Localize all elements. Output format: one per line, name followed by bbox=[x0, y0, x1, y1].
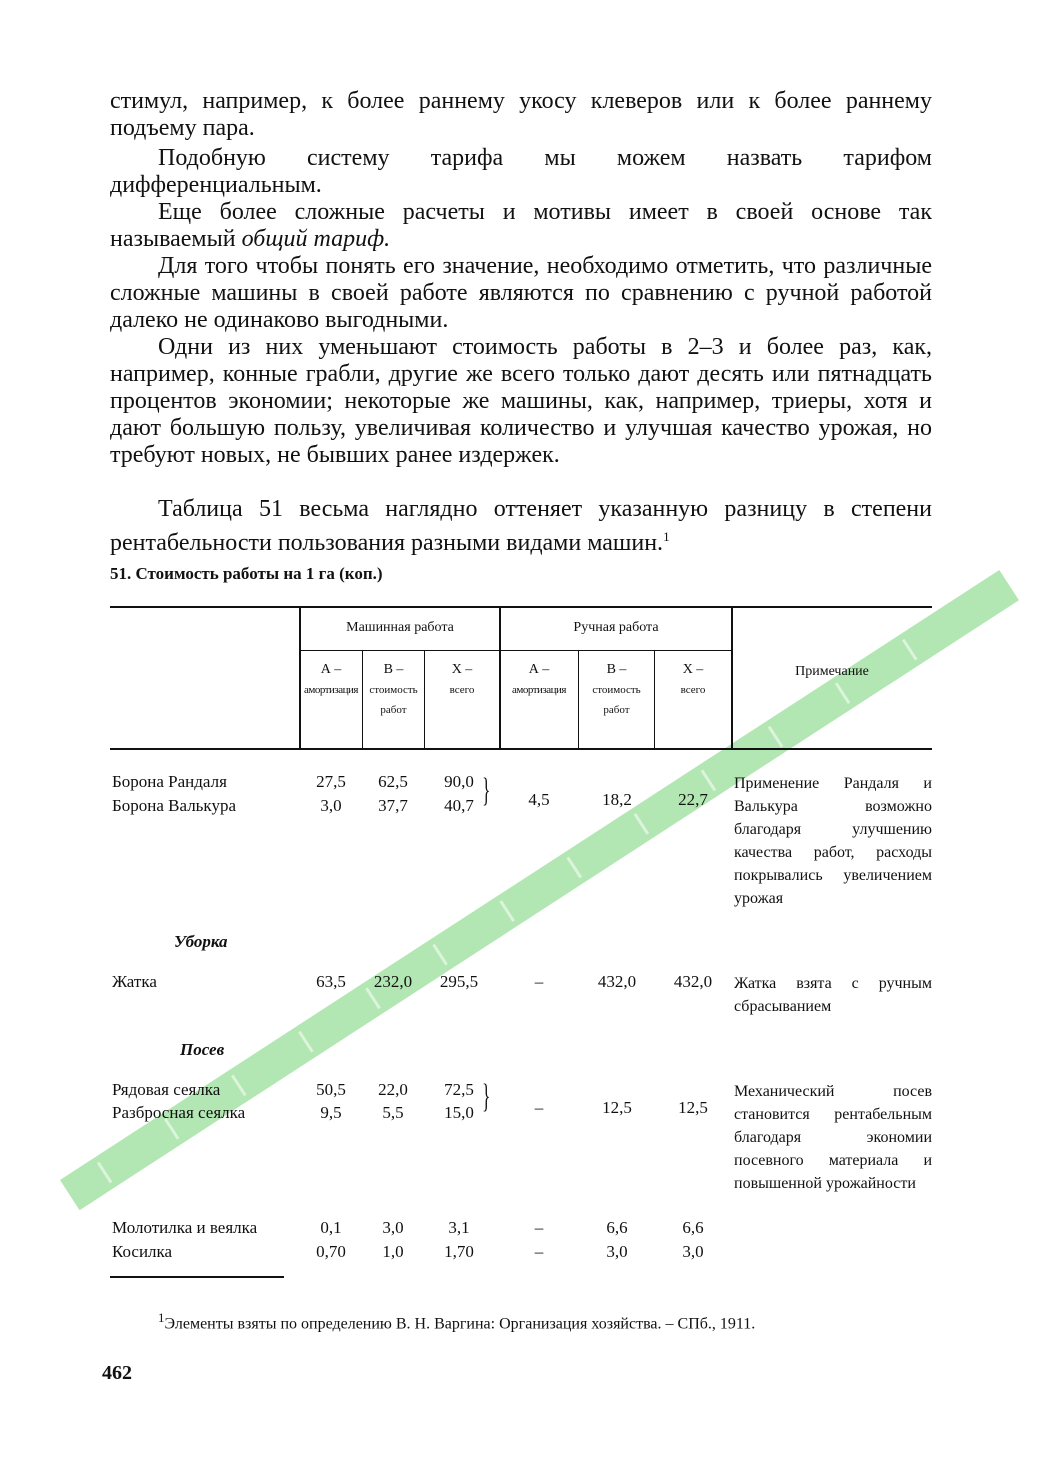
cell-manual-b: 3,0 bbox=[606, 1242, 628, 1261]
col-header-line: А – bbox=[528, 662, 550, 677]
col-header-b bbox=[579, 660, 654, 720]
cell-machine-b: 5,5 bbox=[382, 1103, 404, 1122]
cell-machine-a: 0,1 bbox=[320, 1218, 342, 1237]
cell-machine-a: 63,5 bbox=[316, 972, 346, 991]
group-header-manual: Ручная работа bbox=[573, 620, 659, 635]
row-name: Разбросная сеялка bbox=[112, 1103, 246, 1122]
col-header-line: амортизация bbox=[304, 684, 358, 696]
cell-machine-a: 9,5 bbox=[320, 1103, 342, 1122]
cell-manual-b: 6,6 bbox=[606, 1218, 628, 1237]
col-header-line: работ bbox=[380, 704, 407, 716]
paragraph: стимул, например, к более раннему укосу клеверов или к более раннему подъему пара. bbox=[110, 88, 932, 141]
paragraph: Одни из них уменьшают стоимость работы в 2–3 и более раз, как, например, конные грабли, другие же всего только дают десять или пятнадцать процентов экономии; некоторые же машины, как, например, триеры, хотя и дают большую пользу, увеличивая количество и улучшая качество урожая, но требуют новых, не бывших ранее издержек. bbox=[110, 334, 932, 468]
footnote-rule bbox=[110, 1276, 284, 1278]
row-name: Борона Валькура bbox=[112, 796, 236, 815]
cell-manual-x: 22,7 bbox=[678, 790, 708, 809]
cell-machine-b: 62,5 bbox=[378, 772, 408, 791]
row-note: Жатка взята с ручным сбрасыванием bbox=[734, 975, 932, 1015]
col-header-line: Х – bbox=[451, 662, 473, 677]
header-sub-rule bbox=[300, 650, 732, 651]
row-name: Рядовая сеялка bbox=[112, 1080, 221, 1099]
cell-machine-x: 15,0 bbox=[444, 1103, 474, 1122]
row-note: Механический посев становится рентабельным благодаря экономии посевного материала и повышенной урожайности bbox=[734, 1083, 932, 1192]
col-header-line: А – bbox=[320, 662, 342, 677]
footnote-mark: 1 bbox=[158, 1310, 165, 1325]
cell-manual-a: – bbox=[534, 972, 544, 991]
cell-manual-x: 12,5 bbox=[678, 1098, 708, 1117]
col-header-line: всего bbox=[449, 684, 475, 696]
cell-machine-x: 40,7 bbox=[444, 796, 474, 815]
cell-machine-x: 295,5 bbox=[439, 972, 479, 991]
page-number: 462 bbox=[102, 1362, 132, 1384]
cell-manual-x: 6,6 bbox=[682, 1218, 704, 1237]
col-header-line: Х – bbox=[682, 662, 704, 677]
paragraph bbox=[110, 496, 932, 557]
brace-icon: } bbox=[482, 1078, 491, 1115]
cell-machine-b: 37,7 bbox=[378, 796, 408, 815]
cell-machine-x: 72,5 bbox=[444, 1080, 474, 1099]
col-header-line: В – bbox=[606, 662, 627, 677]
table-top-rule bbox=[110, 606, 932, 608]
cell-machine-a: 3,0 bbox=[320, 796, 342, 815]
cell-machine-b: 232,0 bbox=[373, 972, 413, 991]
col-header-line: работ bbox=[603, 704, 630, 716]
row-note: Применение Рандаля и Валькура возможно благодаря улучшению качества работ, расходы покрывались увеличением урожая bbox=[734, 775, 932, 907]
cell-manual-a: – bbox=[534, 1098, 544, 1117]
cell-machine-a: 50,5 bbox=[316, 1080, 346, 1099]
header-bottom-rule bbox=[110, 748, 932, 750]
cell-manual-a: – bbox=[534, 1218, 544, 1237]
footnote-text: Элементы взяты по определению В. Н. Варгина: Организация хозяйства. – СПб., 1911. bbox=[164, 1315, 756, 1333]
cell-machine-x: 90,0 bbox=[444, 772, 474, 791]
table-title: 51. Стоимость работы на 1 га (коп.) bbox=[110, 564, 383, 583]
paragraph-text: Еще более сложные расчеты и мотивы имеет в своей основе так называемый bbox=[110, 199, 932, 252]
paragraph: Подобную систему тарифа мы можем назвать тарифом дифференциальным. bbox=[110, 145, 932, 198]
col-header-line: стоимость bbox=[369, 684, 418, 696]
brace-icon: } bbox=[482, 772, 491, 809]
italic-term: общий тариф. bbox=[241, 226, 391, 252]
cell-machine-a: 27,5 bbox=[316, 772, 346, 791]
cell-manual-a: – bbox=[534, 1242, 544, 1261]
cell-machine-x: 3,1 bbox=[448, 1218, 470, 1237]
cell-machine-x: 1,70 bbox=[444, 1242, 474, 1261]
group-header-machine: Машинная работа bbox=[346, 620, 454, 635]
footnote bbox=[110, 1306, 940, 1336]
footnote-ref: 1 bbox=[663, 529, 670, 544]
cell-manual-b: 432,0 bbox=[597, 972, 637, 991]
row-name: Жатка bbox=[112, 972, 157, 991]
row-name: Косилка bbox=[112, 1242, 173, 1261]
paragraph: Для того чтобы понять его значение, необходимо отметить, что различные сложные машины в своей работе являются по сравнению с ручной работой далеко не одинаково выгодными. bbox=[110, 253, 932, 333]
col-header-line: стоимость bbox=[592, 684, 641, 696]
cell-machine-a: 0,70 bbox=[316, 1242, 346, 1261]
row-name: Молотилка и веялка bbox=[112, 1218, 258, 1237]
col-header-x bbox=[425, 660, 499, 700]
col-header-x bbox=[655, 660, 731, 700]
paragraph-text: Таблица 51 весьма наглядно оттеняет указанную разницу в степени рентабельности пользования разными видами машин. bbox=[110, 496, 932, 556]
cell-manual-x: 432,0 bbox=[673, 972, 713, 991]
cell-machine-b: 22,0 bbox=[378, 1080, 408, 1099]
paragraph bbox=[110, 199, 932, 253]
note-header: Примечание bbox=[795, 664, 869, 679]
cell-manual-b: 12,5 bbox=[602, 1098, 632, 1117]
col-header-line: всего bbox=[680, 684, 706, 696]
row-name: Борона Рандаля bbox=[112, 772, 227, 791]
col-header-line: амортизация bbox=[512, 684, 566, 696]
section-heading: Уборка bbox=[174, 932, 228, 951]
section-heading: Посев bbox=[180, 1040, 225, 1059]
cell-machine-b: 1,0 bbox=[382, 1242, 404, 1261]
col-header-b bbox=[363, 660, 424, 720]
cell-manual-b: 18,2 bbox=[602, 790, 632, 809]
col-header-a bbox=[500, 660, 578, 700]
cell-manual-a: 4,5 bbox=[528, 790, 550, 809]
cell-manual-x: 3,0 bbox=[682, 1242, 704, 1261]
col-header-line: В – bbox=[383, 662, 404, 677]
col-header-a bbox=[300, 660, 362, 700]
cell-machine-b: 3,0 bbox=[382, 1218, 404, 1237]
